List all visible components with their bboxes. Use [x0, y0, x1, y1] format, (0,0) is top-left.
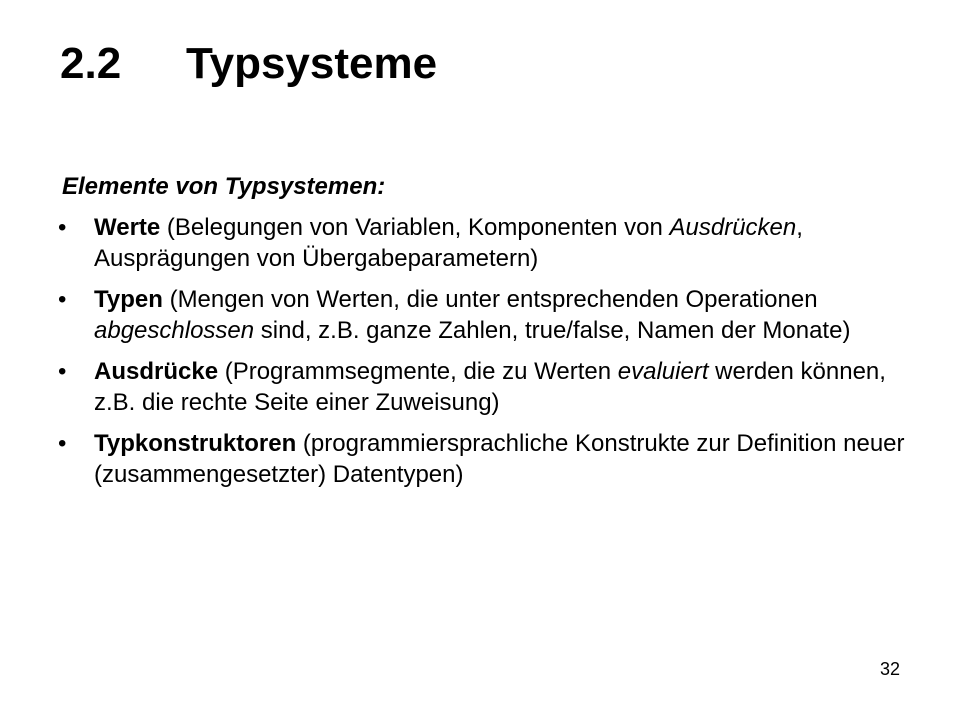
- bullet-item-typen: [58, 284, 918, 346]
- bullet-icon: •: [58, 358, 67, 385]
- bullet-term: Typkonstruktoren: [94, 430, 297, 457]
- bullet-emphasis: Ausdrücken: [669, 214, 797, 241]
- bullet-item-ausdruecke: [58, 356, 918, 418]
- bullet-icon: •: [58, 214, 67, 241]
- bullet-icon: •: [58, 430, 67, 457]
- bullet-item-werte: [58, 212, 918, 274]
- bullet-emphasis: abgeschlossen: [94, 317, 255, 344]
- bullet-term: Werte: [94, 214, 161, 241]
- bullet-text: (Mengen von Werten, die unter entsprechenden Operationen: [162, 286, 818, 313]
- bullet-icon: •: [58, 286, 67, 313]
- bullet-emphasis: evaluiert: [617, 358, 709, 385]
- bullet-text: , Ausprägungen von Übergabeparametern): [94, 214, 803, 272]
- bullet-term: Ausdrücke: [94, 358, 219, 385]
- bullet-text: (Belegungen von Variablen, Komponenten von: [160, 214, 670, 241]
- page-number: 32: [879, 659, 900, 679]
- bullet-term: Typen: [94, 286, 163, 313]
- bullet-text: (programmiersprachliche Konstrukte zur Definition neuer (zusammengesetzter) Datentypen): [94, 430, 905, 488]
- bullet-text: sind, z.B. ganze Zahlen, true/false, Namen der Monate): [254, 317, 851, 344]
- bullet-list: [58, 212, 918, 500]
- section-number: 2.2: [60, 39, 122, 88]
- title-text: Typsysteme: [186, 39, 438, 88]
- bullet-item-typkonstruktoren: [58, 428, 918, 490]
- slide-title: [60, 36, 437, 92]
- subtitle: Elemente von Typsystemen:: [62, 173, 386, 200]
- bullet-text: werden können, z.B. die rechte Seite einer Zuweisung): [94, 358, 886, 416]
- bullet-text: (Programmsegmente, die zu Werten: [218, 358, 618, 385]
